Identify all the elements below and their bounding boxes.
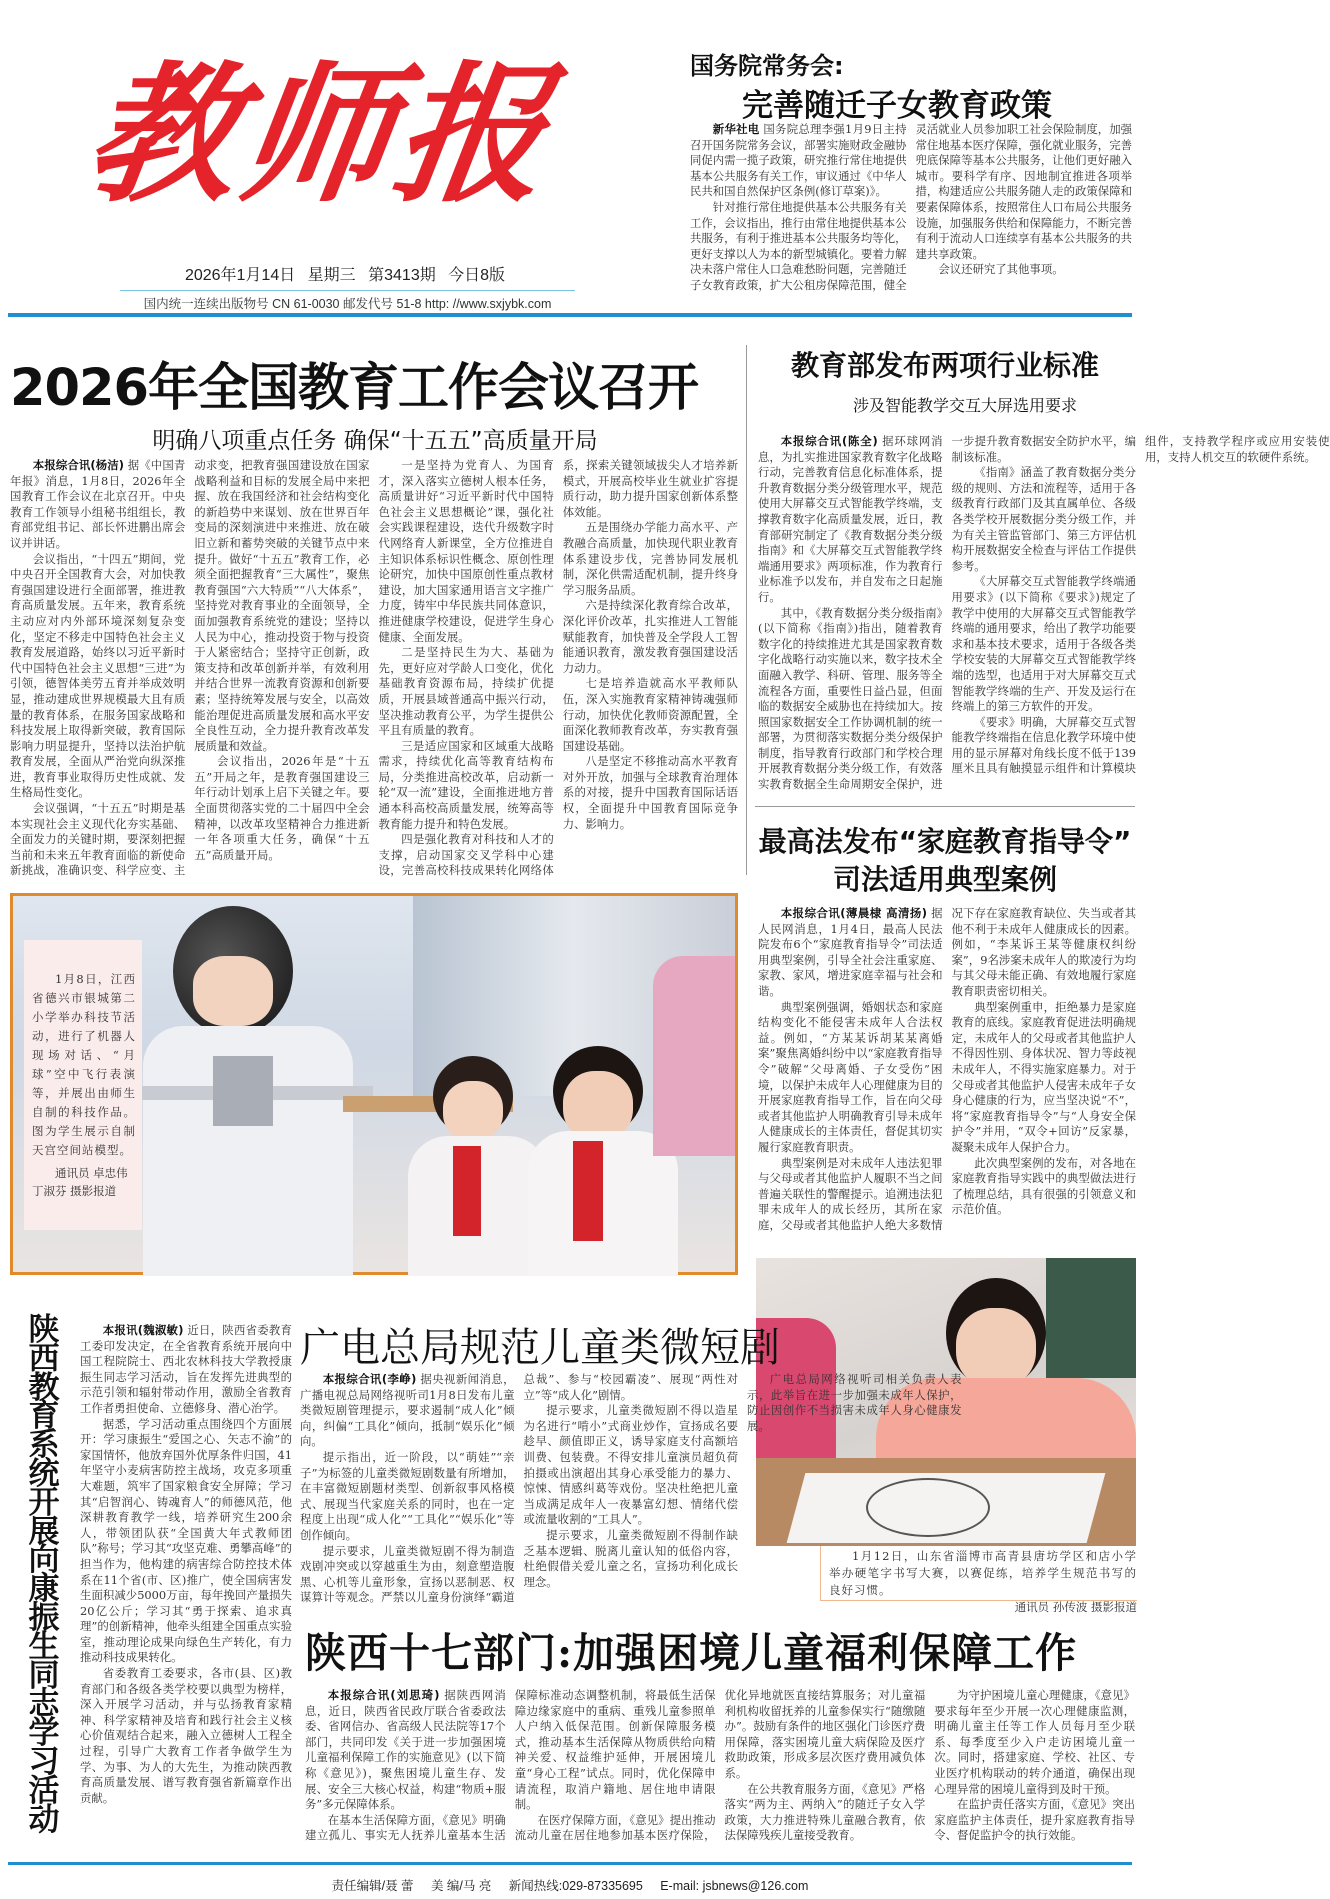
article-title: 完善随迁子女教育政策 — [742, 88, 1052, 124]
paragraph-text: 七是培养造就高水平教师队伍，深入实施教育家精神铸魂强师行动，加快优化教师资源配置，全面深化教师教育改革，夯实教育强国建设基础。 — [562, 676, 738, 753]
paragraph — [194, 754, 369, 863]
paragraph — [758, 1000, 943, 1156]
photo-caption: 1月12日，山东省淄博市高青县唐坊学区和店小学举办硬笔字书写大赛，以赛促练，培养学生规范书写的良好习惯。 — [829, 1549, 1137, 1597]
article-title: 广电总局规范儿童类微短剧 — [300, 1325, 780, 1371]
paragraph-text: 三是适应国家和区域重大战略需求，持续优化高等教育结构布局，分类推进高校改革，启动新一轮“双一流”建设，全面推进地方普通本科高校高质量发展，统筹高等教育能力提升和特色发展。 — [378, 738, 554, 831]
paragraph — [379, 458, 554, 645]
paragraph — [563, 754, 738, 832]
photo-caption-box — [820, 1546, 1137, 1614]
article-body — [690, 122, 1132, 294]
paragraph — [952, 1156, 1137, 1218]
paragraph-text: 会议指出，2026年是“十五五”开局之年，是教育强国建设三年行动计划承上启下关键之年。要全面贯彻落实党的二十届四中全会精神，以改革攻坚精神合力推进新一年各项重大任务，确保“十五五”高质量开局。 — [194, 754, 370, 862]
paragraph-text: 典型案例是对未成年人违法犯罪与父母或者其他监护人履职不当之间普遍关联性的警醒提示。追溯违法犯罪未成年人的成长经历，其所在家庭，父母或者其他监护人绝大多数情况下存在家庭教育缺位、失当或者其他不利于未成年人健康成长的因素。例如，“李某诉王某等健康权纠纷案”，9名涉案未成年人的欺凌行为均与其父母未能正确、有效地履行家庭教育职责密切相关。 — [758, 906, 1136, 1232]
footer-hotline: 新闻热线:029-87335695 — [508, 1879, 643, 1893]
paragraph-text: 四是强化教育对科技和人才的支撑，启动国家交叉学科中心建设，完善高校科技成果转化网络体系，探索关键领域拔尖人才培养新模式，开展高校毕业生就业扩容提质行动，助力提升国家创新体系整体效能。 — [378, 458, 738, 878]
paragraph — [952, 1000, 1137, 1156]
photo-credit: 通讯员 孙传波 摄影报道 — [1014, 1600, 1137, 1614]
paragraph-text: 《要求》明确，大屏幕交互式智能教学终端指在信息化教学环境中使用的显示屏幕对角线长度不低于139厘米且具有触摸显示组件和计算模块组件，支持教学程序或应用安装使用，支持人机交互的软硬件系统。 — [951, 434, 1330, 776]
photo-caption-box — [24, 940, 142, 1230]
divider — [755, 806, 1135, 807]
paragraph-text: 提示要求，儿童类微短剧不得以造星为名进行“啃小”式商业炒作，宣扬成名要趁早、颜值即正义，诱导家庭支付高额培训费、包装费。不得安排儿童演员超负荷拍摄或出演超出其身心承受能力的暴力、惊悚、情感纠葛等戏份。坚决杜绝把儿童当成满足成年人一夜暴富幻想、情绪代偿或流量收割的“工具人”。 — [523, 1403, 738, 1527]
paragraph — [934, 1688, 1135, 1797]
paragraph-text: 据环球网消息，为扎实推进国家教育数字化战略行动，完善教育信息化标准体系，提升教育数据分类分级管理水平，规范使用大屏幕交互式智能教学终端，支撑教育数字化高质量发展，近日，教育部研究制定了《教育数据分类分级指南》和《大屏幕交互式智能教学终端通用要求》两项标准，作为教育行业标准予以发布，并自发布之日起施行。 — [758, 434, 943, 604]
paragraph — [563, 520, 738, 598]
lead-headline: 2026年全国教育工作会议召开 — [10, 359, 698, 418]
byline: 本报综合讯(薄晨棣 高清扬) — [780, 906, 927, 920]
paragraph-text: 其中，《教育数据分类分级指南》(以下简称《指南》)指出，随着教育数字化的持续推进尤其是国家教育数字化战略行动实施以来，数字技术全面融入教学、科研、管理、服务等全流程各方面，重要性日益凸显，但面临的数据安全威胁也在持续加大。按照国家数据安全工作协调机制的统一部署，为贯彻落实数据分类分级保护制度，指导教育行政部门和学校合理开展教育数据分类分级工作，有效落实教育数据全生命周期安全保护，进一步提升教育数据安全防护水平，编制该标准。 — [758, 434, 1136, 792]
paragraph-text: 会议还研究了其他事项。 — [938, 262, 1064, 277]
paragraph — [80, 1323, 292, 1417]
paragraph-text: 会议指出，“十四五”期间，党中央召开全国教育大会，对加快教育强国建设进行全面部署，推进教育高质量发展。五年来，教育系统主动应对内外部环境深刻复杂变化，坚定不移走中国特色社会主义教育发展道路，始终以习近平新时代中国特色社会主义思想“三进”为引领，德智体美劳五育并举成效明显，推动建成世界规模最大且有质量的教育体系，在服务国家战略和科技发展上取得新突破，教育国际影响力明显提升，坚持以法治护航教育发展，全面从严治党向纵深推进，教育事业取得历史性成就、发生格局性变化。 — [10, 551, 186, 800]
paragraph — [952, 574, 1137, 714]
paragraph — [80, 1666, 292, 1806]
divider — [120, 290, 575, 291]
byline: 本报综合讯(李峥) — [322, 1372, 417, 1386]
paragraph — [758, 434, 943, 606]
paragraph-text: 《指南》涵盖了教育数据分类分级的规则、方法和流程等，适用于各级教育行政部门及其直属单位、各级各类学校开展数据分类分级工作，并为有关主管监管部门、第三方评估机构开展数据安全检查与评估工作提供参考。 — [951, 465, 1136, 573]
byline: 本报讯(魏淑敏) — [102, 1323, 184, 1337]
byline: 新华社电 — [712, 122, 760, 136]
paragraph — [524, 1528, 739, 1590]
paragraph-text: 二是坚持民生为大、基础为先，更好应对学龄人口变化，优化基础教育资源布局，持续扩优提质，开展县域普通高中振兴行动，坚决推动教育公平，为学生提供公平且有质量的教育。 — [378, 645, 554, 738]
article-subtitle: 涉及智能教学交互大屏选用要求 — [852, 396, 1077, 415]
paragraph-text: 广电总局网络视听司相关负责人表示，此举旨在进一步加强未成年人保护，防止因创作不当损害未成年人身心健康发展。 — [747, 1372, 962, 1433]
paragraph-text: 提示指出，近一阶段，以“萌娃”“亲子”为标签的儿童类微短剧数量有所增加，在丰富微短剧题材类型、创新叙事风格模式、展现当代家庭关系的同时，也在一定程度上出现“成人化”“工具化”“娱乐化”等创作倾向。 — [300, 1449, 515, 1542]
paragraph — [952, 465, 1137, 574]
article-title-line1: 最高法发布“家庭教育指导令” — [758, 825, 1132, 858]
paragraph-text: 八是坚定不移推动高水平教育对外开放，加强与全球教育治理体系的对接，提升中国教育国际话语权，全面提升中国教育国际竞争力、影响力。 — [562, 754, 738, 831]
paragraph — [379, 739, 554, 833]
paragraph-text: 一是坚持为党育人、为国育才，深入落实立德树人根本任务，高质量讲好“习近平新时代中国特色社会主义思想概论”课，强化社会实践课程建设，迭代升级数字时代网络育人新课堂，全方位推进自主知识体系标识性概念、原创性理论研究，加快中国原创性重点教材建设，加大国家通用语言文字推广力度，铸牢中华民族共同体意识，推进健康学校建设，促进学生身心健康、全面发展。 — [378, 458, 554, 644]
paragraph-text: 五是围绕办学能力高水平、产教融合高质量，加快现代职业教育体系建设步伐，完善协同发展机制，深化供需适配机制，提升终身学习服务品质。 — [562, 520, 738, 597]
article-body — [300, 1372, 962, 1612]
article-title: 陕西十七部门:加强困境儿童福利保障工作 — [305, 1629, 1078, 1677]
paragraph — [934, 1797, 1135, 1844]
paragraph — [747, 1372, 962, 1434]
paragraph-text: 国务院总理李强1月9日主持召开国务院常务会议，部署实施财政金融协同促内需一揽子政策，研究推行常住地提供基本公共服务有关工作，审议通过《中华人民共和国自然保护区条例(修订草案)》。 — [690, 122, 907, 199]
paragraph-text: 《大屏幕交互式智能教学终端通用要求》(以下简称《要求》)规定了教学中使用的大屏幕交互式智能教学终端的通用要求，给出了教学功能要求和基本技术要求，适用于各级各类学校安装的大屏幕交互式智能教学终端的选型，也适用于对大屏幕交互式智能教学终端的生产、开发及运行在终端上的第三方软件的开发。 — [951, 574, 1136, 714]
newspaper-logo: 教师报 — [75, 47, 563, 223]
paragraph-text: 据央视新闻消息，广播电视总局网络视听司1月8日发布儿童类微短剧管理提示，要求遏制“成人化”倾向，纠偏“工具化”倾向，抵制“娱乐化”倾向。 — [300, 1372, 515, 1449]
article-title: 教育部发布两项行业标准 — [790, 349, 1099, 382]
paragraph-text: 针对推行常住地提供基本公共服务有关工作，会议指出，推行由常住地提供基本公共服务，有利于推进基本公共服务均等化，更好支撑以人为本的新型城镇化。要着力解决未落户常住人口急难愁盼问题，完善随迁子女教育政策，扩大公租房保障范围，健全灵活就业人员参加职工社会保险制度，加强常住地基本医疗保障，强化就业服务，完善兜底保障等基本公共服务，让他们更好融入城市。要科学有序、因地制宜推进各项举措，构建适应公共服务随人走的政策保障和要素保障体系，按照常住人口布局公共服务设施，加强服务供给和保障能力，不断完善有利于流动人口连续享有基本公共服务的共建共享政策。 — [690, 122, 1132, 292]
article-body — [10, 458, 738, 884]
paragraph-text: 在基本生活保障方面，《意见》明确建立孤儿、事实无人抚养儿童基本生活保障标准动态调整机制，将最低生活保障边缘家庭中的重病、重残儿童参照单人户纳入低保范围。创新保障服务模式，推动基本生活保障从物质供给向精神关爱、权益维护延伸，开展困境儿童“身心工程”试点。同时，优化保障申请流程，取消户籍地、居住地申请限制。 — [305, 1688, 716, 1843]
paragraph — [725, 1782, 926, 1844]
paragraph-text: 据悉，学习活动重点围绕四个方面展开：学习康振生“爱国之心、矢志不渝”的家国情怀，他放弃国外优厚条件归国，41年坚守小麦病害防控主战场，攻克多项重大难题，筑牢了国家粮食安全屏障；学习其“启智润心、铸魂育人”的师德风范，他深耕教育教学一线，培养研究生200余人，带领团队获“全国黄大年式教师团队”称号；学习其“攻坚克难、勇攀高峰”的担当作为，他构建的病害综合防控技术体系在11个省(市、区)推广，使全国病害发生面积减少5000万亩，每年挽回产量损失20亿公斤；学习其“勇于探索、追求真理”的创新精神，他牵头组建全国重点实验室，推动理论成果向绿色生产转化，有力推动科技成果转化。 — [80, 1416, 292, 1665]
column-divider — [746, 345, 747, 875]
byline: 本报综合讯(陈全) — [780, 434, 878, 448]
footer-designer: 美 编/马 亮 — [430, 1879, 492, 1893]
paragraph — [563, 598, 738, 676]
byline: 本报综合讯(刘思琦) — [327, 1688, 440, 1702]
footer-editor: 责任编辑/聂 蕾 — [331, 1879, 414, 1893]
paragraph-text: 典型案例重申，拒绝暴力是家庭教育的底线。家庭教育促进法明确规定，未成年人的父母或者其他监护人不得因性别、身体状况、智力等歧视未成年人，不得实施家庭暴力。对于父母或者其他监护人侵害未成年子女身心健康的行为，应当坚决说“不”，将“家庭教育指导令”与“人身安全保护令”并用，“双令+回访”反家暴，凝聚未成年人保护合力。 — [951, 999, 1136, 1154]
paragraph-text: 据《中国青年报》消息，1月8日，2026年全国教育工作会议在北京召开。中央教育工作领导小组秘书组组长，教育部党组书记、部长怀进鹏出席会议并讲话。 — [10, 458, 186, 550]
masthead-rule — [8, 313, 1132, 317]
paragraph — [10, 552, 185, 802]
article-body — [758, 434, 1330, 796]
paragraph-text: 六是持续深化教育综合改革，深化评价改革，扎实推进人工智能赋能教育，加快普及全学段人工智能通识教育，激发教育强国建设活力动力。 — [562, 598, 738, 675]
paragraph — [524, 1403, 739, 1528]
paragraph-text: 据陕西网消息，近日，陕西省民政厅联合省委政法委、省网信办、省高级人民法院等17个部门，共同印发《关于进一步加强困境儿童福利保障工作的实施意见》(以下简称《意见》)，聚焦困境儿童生存、发展、安全三大核心权益，构建“物质+服务”多元保障体系。 — [305, 1688, 506, 1812]
footer-rule — [8, 1862, 1132, 1865]
byline: 本报综合讯(杨洁) — [32, 458, 124, 472]
lead-subheadline: 明确八项重点任务 确保“十五五”高质量开局 — [152, 428, 598, 454]
paragraph — [563, 676, 738, 754]
paragraph-text: 此次典型案例的发布，对各地在家庭教育指导实践中的典型做法进行了梳理总结，具有很强的引领意义和示范价值。 — [951, 1155, 1136, 1217]
article-body — [80, 1323, 292, 1838]
paragraph-text: 提示要求，儿童类微短剧不得为制造戏剧冲突或以穿越重生为由，刻意塑造腹黑、心机等儿童形象，宣扬以恶制恶、权谋算计等观念。严禁以儿童身份演绎“霸道总裁”、参与“校园霸凌”、展现“两性对立”等“成人化”剧情。 — [300, 1372, 738, 1605]
paragraph — [758, 906, 943, 1000]
article-kicker: 国务院常务会: — [690, 52, 844, 80]
paragraph-text: 据人民网消息，1月4日，最高人民法院发布6个“家庭教育指导令”司法适用典型案例，引导全社会注重家庭、家教、家风，增进家庭幸福与社会和谐。 — [758, 906, 943, 998]
paragraph — [305, 1688, 506, 1813]
article-body — [305, 1688, 1135, 1844]
paragraph-text: 在监护责任落实方面，《意见》突出家庭监护主体责任，提升家庭教育指导令、督促监护令的执行效能。 — [934, 1797, 1135, 1843]
page-footer — [300, 1876, 840, 1894]
paragraph-text: 在公共教育服务方面，《意见》严格落实“两为主、两纳入”的随迁子女入学政策，大力推进特殊儿童融合教育，依法保障残疾儿童接受教育。 — [724, 1781, 926, 1843]
paragraph-text: 为守护困境儿童心理健康，《意见》要求每年至少开展一次心理健康监测，明确儿童主任等工作人员每月至少联系、每季度至少入户走访困境儿童一次。同时，搭建家庭、学校、社区、专业医疗机构联动的转介通道，确保出现心理异常的困境儿童得到及时干预。 — [934, 1688, 1135, 1796]
paragraph-text: 典型案例强调，婚姻状态和家庭结构变化不能侵害未成年人合法权益。例如，“方某某诉胡某某离婚案”聚焦离婚纠纷中以“家庭教育指导令”破解“父母离婚、子女受伤”困境，以保护未成年人心理健康为目的开展家庭教育指导工作，旨在向父母或者其他监护人明确教育引导未成年人健康成长的主体责任，督促其切实履行家庭教育职责。 — [758, 999, 943, 1154]
paragraph-text: 提示要求，儿童类微短剧不得制作缺乏基本逻辑、脱离儿童认知的低俗内容，杜绝假借关爱儿童之名，宣扬功利化成长理念。 — [523, 1527, 738, 1589]
article-title-line2: 司法适用典型案例 — [832, 863, 1057, 896]
article-body — [758, 906, 1136, 1240]
paragraph-text: 在医疗保障方面，《意见》提出推动流动儿童在居住地参加基本医疗保险，优化异地就医直接结算服务；对儿童福利机构收留抚养的儿童参保实行“随缴随办”。鼓励有条件的地区强化门诊医疗费用保障，落实困境儿童大病保险及医疗救助政策，形成多层次医疗费用减负体系。 — [514, 1688, 926, 1843]
footer-email: E-mail: jsbnews@126.com — [660, 1879, 809, 1893]
paragraph-text: 省委教育工委要求，各市(县、区)教育部门和各级各类学校要以典型为榜样，深入开展学习活动，并与弘扬教育家精神、科学家精神及培育和践行社会主义核心价值观结合起来，融入立德树人工程全过程，引导广大教育工作者争做学生为学、为事、为人的大先生，为推动陕西教育高质量发展、谱写教育强省新篇章作出贡献。 — [80, 1666, 292, 1805]
paragraph — [80, 1417, 292, 1667]
paragraph-text: 近日，陕西省委教育工委印发决定，在全省教育系统开展向中国工程院院士、西北农林科技大学教授康振生同志学习活动，旨在发挥先进典型的示范引领和辐射带动作用，激励全省教育工作者勇担使命、立德修身、潜心治学。 — [80, 1323, 292, 1415]
photo-credit: 通讯员 卓忠伟 丁淑芬 摄影报道 — [32, 1166, 128, 1198]
paragraph — [10, 458, 185, 552]
paragraph — [916, 262, 1133, 278]
paragraph — [379, 645, 554, 739]
vertical-headline: 陕西教育系统开展向康振生同志学习活动 — [28, 1312, 60, 1838]
photo-caption: 1月8日，江西省德兴市银城第二小学举办科技节活动，进行了机器人现场对话、“月球”空中飞行表演等，并展出由师生自制的科技作品。图为学生展示自制天宫空间站模型。 — [32, 972, 136, 1157]
paragraph — [690, 122, 907, 200]
publication-info: 国内统一连续出版物号 CN 61-0030 邮发代号 51-8 http: //www.sxjybk.com — [143, 297, 552, 311]
paragraph — [300, 1372, 515, 1450]
paragraph-text: 会议强调，“十五五”时期是基本实现社会主义现代化夯实基础、全面发力的关键时期，要深刻把握当前和未来五年教育面临的新使命新挑战，准确识变、科学应变、主动求变，把教育强国建设放在国家战略利益和目标的发展全局中来把握、放在我国经济和社会结构变化的新趋势中来谋划、放在世界百年变局的深刻演进中来推进、放在破旧立新和蓄势突破的关键节点中来提升。做好“十五五”教育工作，必须全面把握教育“三大属性”，聚焦教育强国“六大特质”“八大体系”，坚持党对教育事业的全面领导，全面加强教育系统党的建设；坚持以人民为中心，推动投资于物与投资于人紧密结合；坚持守正创新，政策支持和改革创新并举，有效利用并结合世界一流教育资源和创新要素；坚持统筹发展与安全，以高效能治理促进高质量发展和高水平安全良性互动，全力提升教育改革发展质量和效益。 — [10, 458, 370, 878]
paragraph — [300, 1450, 515, 1544]
issue-date-line: 2026年1月14日 星期三 第3413期 今日8版 — [184, 267, 506, 284]
